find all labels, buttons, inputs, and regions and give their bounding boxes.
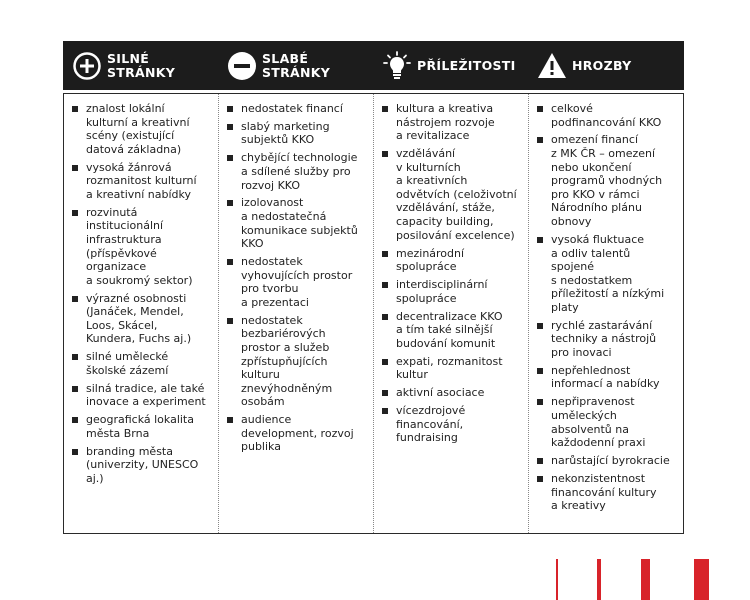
list-item: omezení financí z MK ČR – omezení nebo ukončení programů vhodných pro KKO v rámci Národního plánu obnovy: [535, 133, 679, 228]
decorative-red-bar: [556, 559, 558, 600]
list-item: nekonzistentnost financování kultury a kreativy: [535, 472, 679, 513]
weaknesses-list: [225, 102, 369, 454]
header-threats: [528, 41, 684, 90]
list-item: rychlé zastarávání techniky a nástrojů pro inovaci: [535, 319, 679, 360]
warning-triangle-icon: [537, 51, 567, 81]
list-item: vysoká fluktuace a odliv talentů spojené s nedostatkem příležitostí a nízkými platy: [535, 233, 679, 315]
list-item: narůstající byrokracie: [535, 454, 679, 468]
list-item: aktivní asociace: [380, 386, 524, 400]
header-title-line: SILNÉ: [107, 50, 150, 66]
list-item: audience development, rozvoj publika: [225, 413, 369, 454]
lightbulb-icon: [382, 51, 412, 81]
header-title-line: STRÁNKY: [107, 64, 176, 80]
strengths-list: [70, 102, 214, 486]
list-item: výrazné osobnosti (Janáček, Mendel, Loos, Skácel, Kundera, Fuchs aj.): [70, 292, 214, 346]
header-title: [107, 52, 175, 80]
list-item: vícezdrojové financování, fundraising: [380, 404, 524, 445]
header-title-line: SLABÉ: [262, 50, 309, 66]
header-title-line: PŘÍLEŽITOSTI: [417, 57, 516, 73]
list-item: nedostatek financí: [225, 102, 369, 116]
list-item: slabý marketing subjektů KKO: [225, 120, 369, 147]
opportunities-list: [380, 102, 524, 445]
list-item: znalost lokální kulturní a kreativní scény (existující datová základna): [70, 102, 214, 156]
decorative-red-bar: [641, 559, 650, 600]
minus-circle-icon: [227, 51, 257, 81]
weaknesses-column: [219, 94, 374, 533]
decorative-red-bar: [597, 559, 601, 600]
threats-list: [535, 102, 679, 513]
list-item: nepřehlednost informací a nabídky: [535, 364, 679, 391]
list-item: kultura a kreativa nástrojem rozvoje a revitalizace: [380, 102, 524, 143]
list-item: vzdělávání v kulturních a kreativních odvětvích (celoživotní vzdělávání, stáže, capacity building, posilování excelence): [380, 147, 524, 242]
strengths-column: [64, 94, 219, 533]
header-weaknesses: [218, 41, 373, 90]
list-item: vysoká žánrová rozmanitost kulturní a kreativní nabídky: [70, 161, 214, 202]
list-item: rozvinutá institucionální infrastruktura (příspěvkové organizace a soukromý sektor): [70, 206, 214, 288]
list-item: decentralizace KKO a tím také silnější budování komunit: [380, 310, 524, 351]
header-title-line: STRÁNKY: [262, 64, 331, 80]
list-item: interdisciplinární spolupráce: [380, 278, 524, 305]
list-item: mezinárodní spolupráce: [380, 247, 524, 274]
threats-column: [529, 94, 683, 533]
list-item: chybějící technologie a sdílené služby pro rozvoj KKO: [225, 151, 369, 192]
list-item: branding města (univerzity, UNESCO aj.): [70, 445, 214, 486]
header-title: [262, 52, 330, 80]
list-item: expati, rozmanitost kultur: [380, 355, 524, 382]
header-title: [417, 59, 516, 73]
list-item: nedostatek bezbariérových prostor a služeb zpřístupňujících kulturu znevýhodněným osobám: [225, 314, 369, 409]
list-item: izolovanost a nedostatečná komunikace subjektů KKO: [225, 196, 369, 250]
header-title-line: HROZBY: [572, 57, 632, 73]
list-item: nedostatek vyhovujících prostor pro tvorbu a prezentaci: [225, 255, 369, 309]
list-item: geografická lokalita města Brna: [70, 413, 214, 440]
list-item: silné umělecké školské zázemí: [70, 350, 214, 377]
list-item: celkové podfinancování KKO: [535, 102, 679, 129]
decorative-red-bar: [694, 559, 709, 600]
swot-header: [63, 41, 684, 90]
plus-circle-icon: [72, 51, 102, 81]
header-opportunities: [373, 41, 528, 90]
opportunities-column: [374, 94, 529, 533]
header-title: [572, 59, 631, 73]
header-strengths: [63, 41, 218, 90]
swot-table: [63, 41, 684, 534]
list-item: silná tradice, ale také inovace a experiment: [70, 382, 214, 409]
list-item: nepřipravenost uměleckých absolventů na každodenní praxi: [535, 395, 679, 449]
swot-body: [63, 93, 684, 534]
